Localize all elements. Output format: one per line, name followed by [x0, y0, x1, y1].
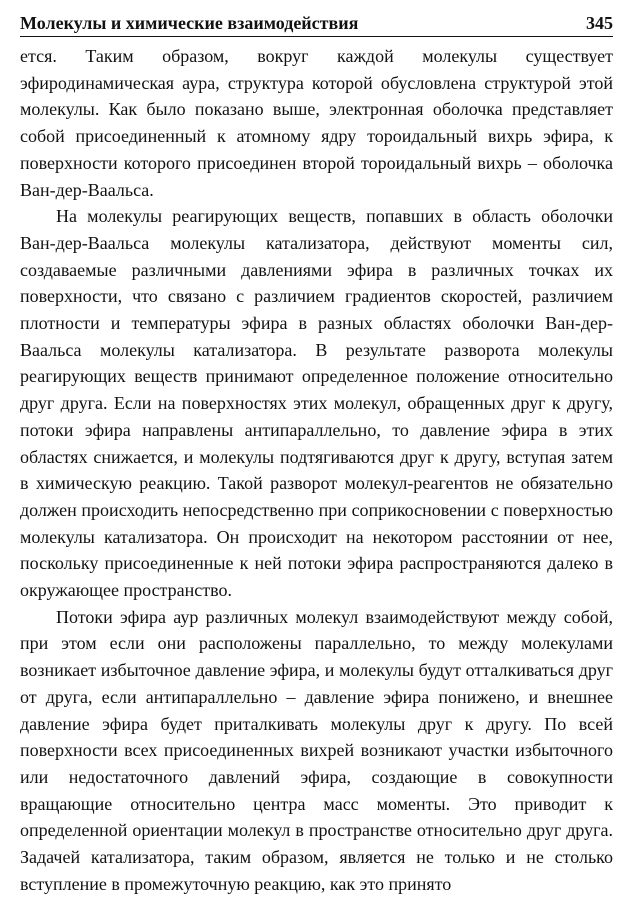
- chapter-title: Молекулы и химические взаимодействия: [20, 13, 359, 33]
- running-header: [20, 8, 613, 37]
- body-text: [20, 43, 613, 898]
- paragraph-3: Потоки эфира аур различных молекул взаимодействуют между собой, при этом если они расположены параллельно, то между молекулами возникает избыточное давление эфира, и молекулы будут отталкиваться друг от друга, если антипараллельно – давление эфира понижено, и внешнее давление эфира будет приталкивать молекулы друг к другу. По всей поверхности всех присоединенных вихрей возникают участки избыточного или недостаточного давлений эфира, создающие в совокупности вращающие относительно центра масс моменты. Это приводит к определенной ориентации молекул в пространстве относительно друг друга. Задачей катализатора, таким образом, является не только и не столько вступление в промежуточную реакцию, как это принято: [20, 606, 613, 894]
- book-page: [20, 8, 613, 898]
- paragraph-1: ется. Таким образом, вокруг каждой молекулы существует эфиродинамическая аура, структура которой обусловлена структурой этой молекулы. Как было показано выше, электронная оболочка представляет собой присоединенный к атомному ядру тороидальный вихрь эфира, к поверхности которого присоединен второй тороидальный вихрь – оболочка Ван-дер-Ваальса.: [20, 46, 613, 200]
- page-number: 345: [586, 13, 613, 33]
- paragraph-2: На молекулы реагирующих веществ, попавших в область оболочки Ван-дер-Ваальса молекулы катализатора, действуют моменты сил, создаваемые различными давлениями эфира в различных точках их поверхности, что связано с различием градиентов скоростей, различием плотности и температуры эфира в разных областях оболочки Ван-дер-Ваальса молекулы катализатора. В результате разворота молекулы реагирующих веществ принимают определенное положение относительно друг друга. Если на поверхностях этих молекул, обращенных друг к другу, потоки эфира направлены антипараллельно, то давление эфира в этих областях снижается, и молекулы подтягиваются друг к другу, вступая затем в химическую реакцию. Такой разворот молекул-реагентов не обязательно должен происходить непосредственно при соприкосновении с поверхностью молекулы катализатора. Он происходит на некотором расстоянии от нее, поскольку присоединенные к ней потоки эфира распространяются далеко в окружающее пространство.: [20, 206, 613, 601]
